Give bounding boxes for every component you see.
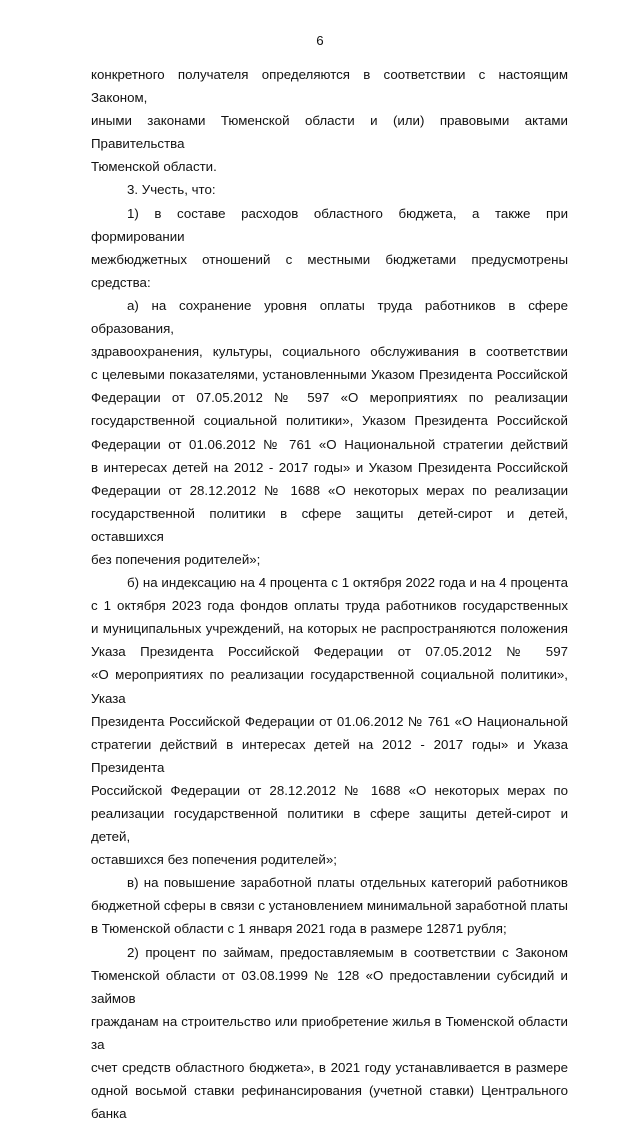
subclause-v — [91, 894, 568, 917]
text-line: иными законами Тюменской области и (или) правовыми актами Правительства — [91, 113, 568, 152]
text-line: гражданам на строительство или приобретение жилья в Тюменской области за — [91, 1013, 568, 1052]
text-line: Российской Федерации от 28.12.2012 № 1688 «О некоторых мерах по — [91, 782, 568, 798]
clause-item-2 — [91, 964, 568, 1010]
subclause-b — [91, 663, 568, 709]
text-line: Президента Российской Федерации от 01.06.2012 № 761 «О Национальной — [91, 713, 568, 729]
clause-item-1 — [91, 248, 568, 294]
text-line: б) на индексацию на 4 процента с 1 октября 2022 года и на 4 процента — [127, 575, 568, 591]
page-number: 6 — [316, 33, 324, 48]
text-line: без попечения родителей»; — [91, 551, 261, 567]
subclause-a — [91, 456, 568, 479]
subclause-a — [91, 502, 568, 548]
subclause-b — [91, 571, 568, 594]
text-line: реализации государственной политики в сфере защиты детей-сирот и детей, — [91, 806, 568, 845]
text-line: с 1 октября 2023 года фондов оплаты труда работников государственных — [91, 598, 568, 614]
subclause-a — [91, 340, 568, 363]
subclause-b — [91, 802, 568, 848]
text-line: Федерации от 07.05.2012 № 597 «О мероприятиях по реализации — [91, 390, 568, 406]
text-line: в интересах детей на 2012 - 2017 годы» и Указом Президента Российской — [91, 459, 568, 475]
subclause-a — [91, 386, 568, 409]
clause-heading — [91, 178, 568, 201]
text-line: Федерации от 01.06.2012 № 761 «О Национальной стратегии действий — [91, 436, 568, 452]
text-line: в) на повышение заработной платы отдельных категорий работников — [127, 875, 568, 891]
paragraph-continuation — [91, 109, 568, 155]
text-line: в Тюменской области с 1 января 2021 года в размере 12871 рубля; — [91, 921, 507, 937]
subclause-a — [91, 433, 568, 456]
document-body — [91, 63, 568, 1125]
text-line: счет средств областного бюджета», в 2021 году устанавливается в размере — [91, 1060, 568, 1076]
text-line: государственной политики в сфере защиты детей-сирот и детей, оставшихся — [91, 505, 568, 544]
text-line: одной восьмой ставки рефинансирования (учетной ставки) Центрального банка — [91, 1083, 568, 1122]
subclause-a — [91, 409, 568, 432]
subclause-v — [91, 917, 568, 940]
text-line: 2) процент по займам, предоставляемым в соответствии с Законом — [127, 944, 568, 960]
subclause-b — [91, 710, 568, 733]
clause-item-1 — [91, 202, 568, 248]
subclause-b — [91, 594, 568, 617]
text-line: государственной социальной политики», Указом Президента Российской — [91, 413, 568, 429]
clause-item-2 — [91, 1010, 568, 1056]
text-line: а) на сохранение уровня оплаты труда работников в сфере образования, — [91, 297, 568, 337]
text-line: бюджетной сферы в связи с установлением минимальной заработной платы — [91, 898, 568, 914]
text-line: Тюменской области от 03.08.1999 № 128 «О предоставлении субсидий и займов — [91, 967, 568, 1006]
text-line: и муниципальных учреждений, на которых не распространяются положения — [91, 621, 568, 637]
clause-item-2 — [91, 941, 568, 964]
text-line: здравоохранения, культуры, социального обслуживания в соответствии — [91, 344, 568, 360]
clause-item-2 — [91, 1079, 568, 1125]
text-line: 1) в составе расходов областного бюджета, а также при формировании — [91, 205, 568, 244]
clause-item-2 — [91, 1056, 568, 1079]
subclause-b — [91, 779, 568, 802]
text-line: с целевыми показателями, установленными Указом Президента Российской — [91, 367, 568, 383]
text-line: Федерации от 28.12.2012 № 1688 «О некоторых мерах по реализации — [91, 482, 568, 498]
text-line: оставшихся без попечения родителей»; — [91, 852, 337, 868]
subclause-b — [91, 733, 568, 779]
subclause-b — [91, 640, 568, 663]
text-line: стратегии действий в интересах детей на 2012 - 2017 годы» и Указа Президента — [91, 736, 568, 775]
subclause-a — [91, 548, 568, 571]
subclause-b — [91, 617, 568, 640]
text-line: 3. Учесть, что: — [127, 182, 216, 198]
subclause-a — [91, 363, 568, 386]
subclause-a — [91, 479, 568, 502]
text-line: межбюджетных отношений с местными бюджетами предусмотрены средства: — [91, 251, 568, 290]
subclause-v — [91, 871, 568, 894]
subclause-a — [91, 294, 568, 340]
text-line: Тюменской области. — [91, 159, 217, 175]
text-line: конкретного получателя определяются в соответствии с настоящим Законом, — [91, 67, 568, 106]
text-line: «О мероприятиях по реализации государственной социальной политики», Указа — [91, 667, 568, 706]
paragraph-continuation — [91, 63, 568, 109]
paragraph-continuation — [91, 155, 568, 178]
text-line: Указа Президента Российской Федерации от 07.05.2012 № 597 — [91, 644, 568, 660]
subclause-b — [91, 848, 568, 871]
